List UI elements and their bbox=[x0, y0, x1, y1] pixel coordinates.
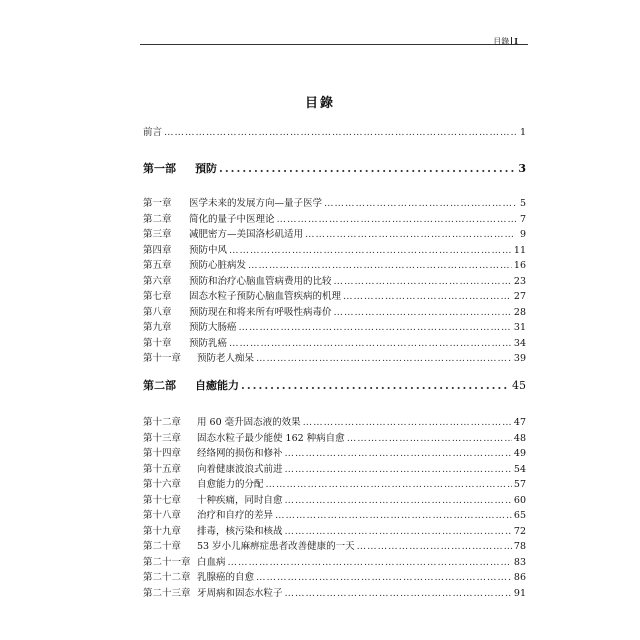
toc-entry-chapter[interactable] bbox=[143, 585, 526, 601]
leader-dots bbox=[239, 322, 512, 333]
chapter-title: 自愈能力的分配 bbox=[197, 479, 264, 490]
toc-preface bbox=[143, 124, 526, 140]
toc-entry-chapter[interactable] bbox=[143, 242, 526, 258]
header-divider bbox=[511, 37, 512, 45]
chapter-title: 减肥密方—美国洛杉矶适用 bbox=[189, 229, 304, 240]
chapter-title: 预防现在和将来所有呼吸性病毒价 bbox=[189, 306, 332, 318]
toc-part-1-chapters bbox=[143, 195, 526, 366]
chapter-number: 第五章 bbox=[143, 260, 172, 271]
chapter-number: 第二章 bbox=[143, 213, 172, 225]
chapter-number: 第三章 bbox=[143, 229, 172, 240]
part-number: 第二部 bbox=[143, 379, 176, 392]
leader-dots bbox=[324, 198, 516, 209]
chapter-title: 预防大肠癌 bbox=[189, 322, 237, 333]
chapter-number: 第十八章 bbox=[143, 510, 182, 521]
chapter-title: 预防和治疗心脑血管病费用的比较 bbox=[189, 275, 332, 287]
running-header bbox=[493, 36, 518, 47]
toc-part-2 bbox=[143, 377, 526, 397]
chapter-page: 34 bbox=[513, 337, 526, 349]
leader-dots bbox=[256, 353, 512, 364]
toc-entry-chapter[interactable] bbox=[143, 414, 526, 430]
chapter-title: 乳腺癌的自愈 bbox=[197, 572, 255, 583]
chapter-page: 57 bbox=[513, 479, 526, 490]
part-title: 自癒能力 bbox=[195, 379, 239, 392]
chapter-page: 28 bbox=[513, 306, 526, 318]
leader-dots bbox=[285, 588, 512, 599]
leader-dots bbox=[347, 433, 512, 444]
header-section: 目錄 bbox=[493, 37, 510, 46]
toc-entry-chapter[interactable] bbox=[143, 461, 526, 477]
chapter-page: 47 bbox=[513, 417, 526, 428]
chapter-number: 第十七章 bbox=[143, 494, 182, 506]
leader-dots bbox=[228, 557, 512, 568]
leader-dots bbox=[305, 229, 516, 240]
chapter-page: 83 bbox=[513, 556, 526, 568]
chapter-title: 固态水粒子预防心脑血管疾病的机理 bbox=[189, 291, 342, 302]
chapter-page: 9 bbox=[519, 229, 526, 240]
leader-dots bbox=[334, 276, 512, 287]
toc-entry-chapter[interactable] bbox=[143, 319, 526, 335]
part-title: 預防 bbox=[195, 162, 217, 175]
chapter-page: 60 bbox=[513, 494, 526, 506]
chapter-page: 39 bbox=[513, 353, 526, 364]
chapter-number: 第八章 bbox=[143, 306, 172, 318]
chapter-page: 48 bbox=[513, 432, 526, 444]
chapter-number: 第二十三章 bbox=[143, 587, 191, 599]
toc-entry-chapter[interactable] bbox=[143, 476, 526, 492]
chapter-page: 72 bbox=[513, 525, 526, 537]
leader-dots bbox=[285, 448, 512, 459]
chapter-number: 第七章 bbox=[143, 291, 172, 302]
chapter-number: 第四章 bbox=[143, 244, 172, 256]
leader-dots bbox=[256, 572, 512, 583]
toc-entry-chapter[interactable] bbox=[143, 350, 526, 366]
toc-entry-chapter[interactable] bbox=[143, 507, 526, 523]
chapter-title: 53 岁小儿麻痹症患者改善健康的一天 bbox=[197, 541, 355, 552]
chapter-title: 治疗和自疗的差异 bbox=[197, 510, 274, 521]
chapter-title: 向着健康波浪式前进 bbox=[197, 463, 283, 475]
toc-entry-chapter[interactable] bbox=[143, 554, 526, 570]
leader-dots bbox=[334, 307, 512, 318]
chapter-page: 7 bbox=[519, 213, 526, 225]
leader-dots bbox=[285, 526, 512, 537]
chapter-title: 预防中风 bbox=[189, 244, 228, 256]
leader-dots bbox=[229, 338, 512, 349]
entry-page: 1 bbox=[519, 127, 526, 138]
chapter-number: 第十二章 bbox=[143, 417, 182, 428]
toc-entry-chapter[interactable] bbox=[143, 538, 526, 554]
leader-dots bbox=[343, 291, 512, 302]
chapter-title: 预防乳癌 bbox=[189, 337, 228, 349]
toc-entry-chapter[interactable] bbox=[143, 211, 526, 227]
chapter-title: 经络网的损伤和修补 bbox=[197, 448, 283, 459]
part-page: 3 bbox=[518, 162, 526, 175]
chapter-number: 第十五章 bbox=[143, 463, 182, 475]
toc-entry-chapter[interactable] bbox=[143, 335, 526, 351]
toc-entry-chapter[interactable] bbox=[143, 226, 526, 242]
chapter-title: 排毒，核污染和核战 bbox=[197, 525, 283, 537]
chapter-number: 第六章 bbox=[143, 275, 172, 287]
chapter-title: 简化的量子中医理论 bbox=[189, 213, 275, 225]
toc-part-2-chapters bbox=[143, 414, 526, 600]
chapter-number: 第十一章 bbox=[143, 353, 182, 364]
toc-part-heading[interactable] bbox=[143, 377, 526, 397]
chapter-page: 23 bbox=[513, 275, 526, 287]
chapter-page: 49 bbox=[513, 448, 526, 459]
toc-entry-chapter[interactable] bbox=[143, 288, 526, 304]
chapter-title: 固态水粒子最少能使 162 种病自愈 bbox=[197, 432, 345, 444]
header-page-number: I bbox=[514, 36, 518, 46]
leader-dots bbox=[241, 379, 510, 392]
leader-dots bbox=[277, 214, 516, 225]
chapter-number: 第十四章 bbox=[143, 448, 182, 459]
chapter-number: 第二十二章 bbox=[143, 572, 191, 583]
page-title: 目錄 bbox=[304, 96, 335, 111]
leader-dots bbox=[229, 245, 512, 256]
leader-dots bbox=[303, 417, 512, 428]
toc-entry-chapter[interactable] bbox=[143, 445, 526, 461]
chapter-number: 第二十一章 bbox=[143, 556, 191, 568]
chapter-title: 白血病 bbox=[197, 556, 226, 568]
chapter-title: 医学未来的发展方向—量子医学 bbox=[189, 198, 323, 209]
chapter-number: 第十九章 bbox=[143, 525, 182, 537]
leader-dots bbox=[266, 479, 512, 490]
chapter-page: 78 bbox=[513, 541, 526, 552]
chapter-title: 牙周病和固态水粒子 bbox=[197, 587, 283, 599]
toc-part-1 bbox=[143, 160, 526, 180]
chapter-page: 27 bbox=[513, 291, 526, 302]
toc-entry-chapter[interactable] bbox=[143, 304, 526, 320]
chapter-page: 54 bbox=[513, 463, 526, 475]
chapter-title: 预防老人痴呆 bbox=[197, 353, 255, 364]
chapter-number: 第九章 bbox=[143, 322, 172, 333]
toc-entry-chapter[interactable] bbox=[143, 569, 526, 585]
toc-entry-chapter[interactable] bbox=[143, 430, 526, 446]
toc-entry-chapter[interactable] bbox=[143, 492, 526, 508]
chapter-title: 用 60 毫升固态液的效果 bbox=[197, 417, 301, 428]
toc-entry-chapter[interactable] bbox=[143, 257, 526, 273]
chapter-page: 91 bbox=[513, 587, 526, 599]
toc-entry-chapter[interactable] bbox=[143, 273, 526, 289]
chapter-page: 5 bbox=[519, 198, 526, 209]
leader-dots bbox=[219, 162, 516, 175]
leader-dots bbox=[357, 541, 512, 552]
leader-dots bbox=[275, 510, 512, 521]
chapter-number: 第十章 bbox=[143, 337, 172, 349]
toc-entry-chapter[interactable] bbox=[143, 195, 526, 211]
part-number: 第一部 bbox=[143, 162, 176, 175]
leader-dots bbox=[164, 127, 516, 138]
header-rule bbox=[140, 44, 528, 45]
chapter-title: 十种疾痛，同时自愈 bbox=[197, 494, 283, 506]
chapter-page: 11 bbox=[513, 244, 526, 256]
chapter-number: 第二十章 bbox=[143, 541, 182, 552]
entry-title: 前言 bbox=[143, 127, 163, 138]
toc-entry-chapter[interactable] bbox=[143, 523, 526, 539]
chapter-number: 第一章 bbox=[143, 198, 172, 209]
chapter-page: 86 bbox=[513, 572, 526, 583]
chapter-title: 预防心脏病发 bbox=[189, 260, 247, 271]
toc-entry-preface[interactable] bbox=[143, 124, 526, 140]
leader-dots bbox=[248, 260, 512, 271]
leader-dots bbox=[285, 495, 512, 506]
toc-part-heading[interactable] bbox=[143, 160, 526, 180]
chapter-number: 第十三章 bbox=[143, 432, 182, 444]
chapter-page: 65 bbox=[513, 510, 526, 521]
chapter-page: 16 bbox=[513, 260, 526, 271]
part-page: 45 bbox=[512, 379, 526, 392]
leader-dots bbox=[285, 464, 512, 475]
chapter-number: 第十六章 bbox=[143, 479, 182, 490]
chapter-page: 31 bbox=[513, 322, 526, 333]
